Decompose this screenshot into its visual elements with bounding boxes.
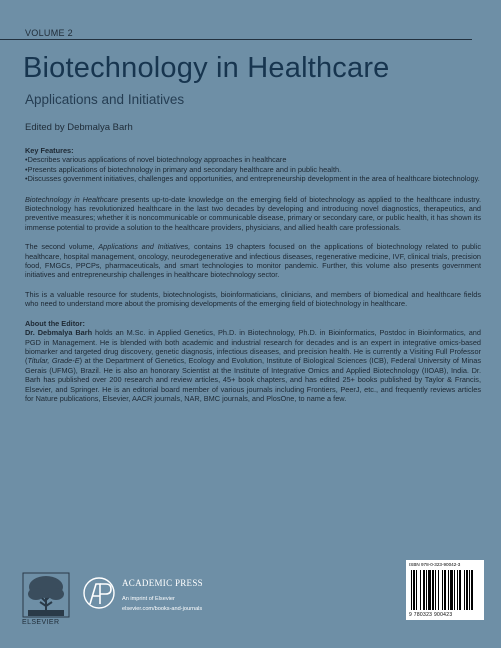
volume-lead: The second volume, [25, 242, 99, 252]
key-features-heading: Key Features: [25, 146, 74, 155]
about-editor-heading: About the Editor: [25, 318, 85, 328]
volume-subtitle-italic: Applications and Initiatives, [98, 242, 191, 252]
key-feature-item: • Describes various applications of novel biotechnology approaches in healthcare [25, 155, 481, 164]
about-title-italic: Titular, Grade-E [27, 356, 80, 366]
overview-text: presents up-to-date knowledge on the emerging field of biotechnology as applied to the healthcare industry. Biotechnology has revolutionized healthcare in the last two decades by developing and introducing novel diagnostics, therapeutics, and preventive measures; whether it is noncommunicable or communicable disease, primary or secondary care, or public health, it has shown its immense potential to provide a solution to the healthcare providers, physicians, and allied health care professionals. [25, 194, 481, 232]
key-features-list [25, 155, 481, 183]
volume-label: VOLUME 2 [25, 28, 73, 38]
isbn-label: ISBN 978-0-323-90042-3 [409, 562, 461, 567]
about-editor-paragraph [25, 328, 481, 403]
overview-paragraph [25, 195, 481, 233]
key-feature-item: • Discusses government initiatives, challenges and opportunities, and entrepreneurship development in the area of healthcare biotechnology. [25, 174, 481, 183]
book-title: Biotechnology in Healthcare [23, 52, 390, 84]
publisher-url: elsevier.com/books-and-journals [122, 606, 203, 612]
academic-press-wordmark: ACADEMIC PRESS [122, 578, 203, 588]
isbn-barcode [406, 560, 484, 620]
about-text-a: holds an M.Sc. in Applied Genetics, Ph.D. in Biotechnology, Ph.D. in Bioinformatics, Postdoc in Bioinformatics, and PGD in Management. He is blended with both academic and industrial research for decades and is an expert in integrative omics-based biomarker and targeted drug discovery, genetic diagnosis, infectious diseases, and precision health. He is currently a Visiting Full Professor ( [25, 328, 481, 366]
book-subtitle: Applications and Initiatives [25, 92, 185, 107]
description-body [25, 146, 481, 403]
elsevier-tree-logo [22, 572, 70, 618]
imprint-note: An imprint of Elsevier [122, 596, 175, 602]
barcode-bars [411, 570, 479, 610]
elsevier-wordmark: ELSEVIER [22, 619, 60, 626]
volume-text: contains 19 chapters focused on the applications of biotechnology related to public healthcare, hospital management, oncology, neurodegenerative and infectious diseases, regenerative medicine, IVF, clinical trials, precision food, FMGCs, PPCPs, pharmaceuticals, and smart technologies to monitor pandemic. Further, this volume also presents government initiatives and entrepreneurship challenges in healthcare biotechnology sector. [25, 242, 481, 280]
volume-paragraph [25, 242, 481, 280]
book-title-italic: Biotechnology in Healthcare [25, 194, 119, 204]
editor-credit: Edited by Debmalya Barh [25, 122, 133, 133]
about-editor [25, 319, 481, 404]
key-feature-item: • Presents applications of biotechnology in primary and secondary healthcare and in public health. [25, 165, 481, 174]
about-text-b: ) at the Department of Genetics, Ecology and Evolution, Institute of Biological Sciences (ICB), Federal University of Minas Gerais (UFMG), Brazil. He is also an honorary Scientist at the Institute of Integrative Omics and Applied Biotechnology (IIOAB), India. Dr. Barh has published over 200 research and review articles, 45+ book chapters, and has edited 25+ books published by Taylor & Francis, Elsevier, and Springer. He is an editorial board member of various journals including Frontiers, PeerJ, etc., and frequently reviews articles for Nature publications, Elsevier, AACR journals, NAR, BMC journals, and PlosOne, to name a few. [25, 356, 481, 403]
audience-paragraph: This is a valuable resource for students, biotechnologists, bioinformaticians, clinicians, and members of biomedical and healthcare fields who need to understand more about the promising developments of the emerging field of biotechnology in healthcare. [25, 289, 481, 309]
isbn-digits: 9 780323 900423 [409, 612, 453, 618]
academic-press-logo [82, 576, 116, 614]
top-rule [0, 39, 472, 40]
editor-name: Dr. Debmalya Barh [25, 328, 93, 338]
